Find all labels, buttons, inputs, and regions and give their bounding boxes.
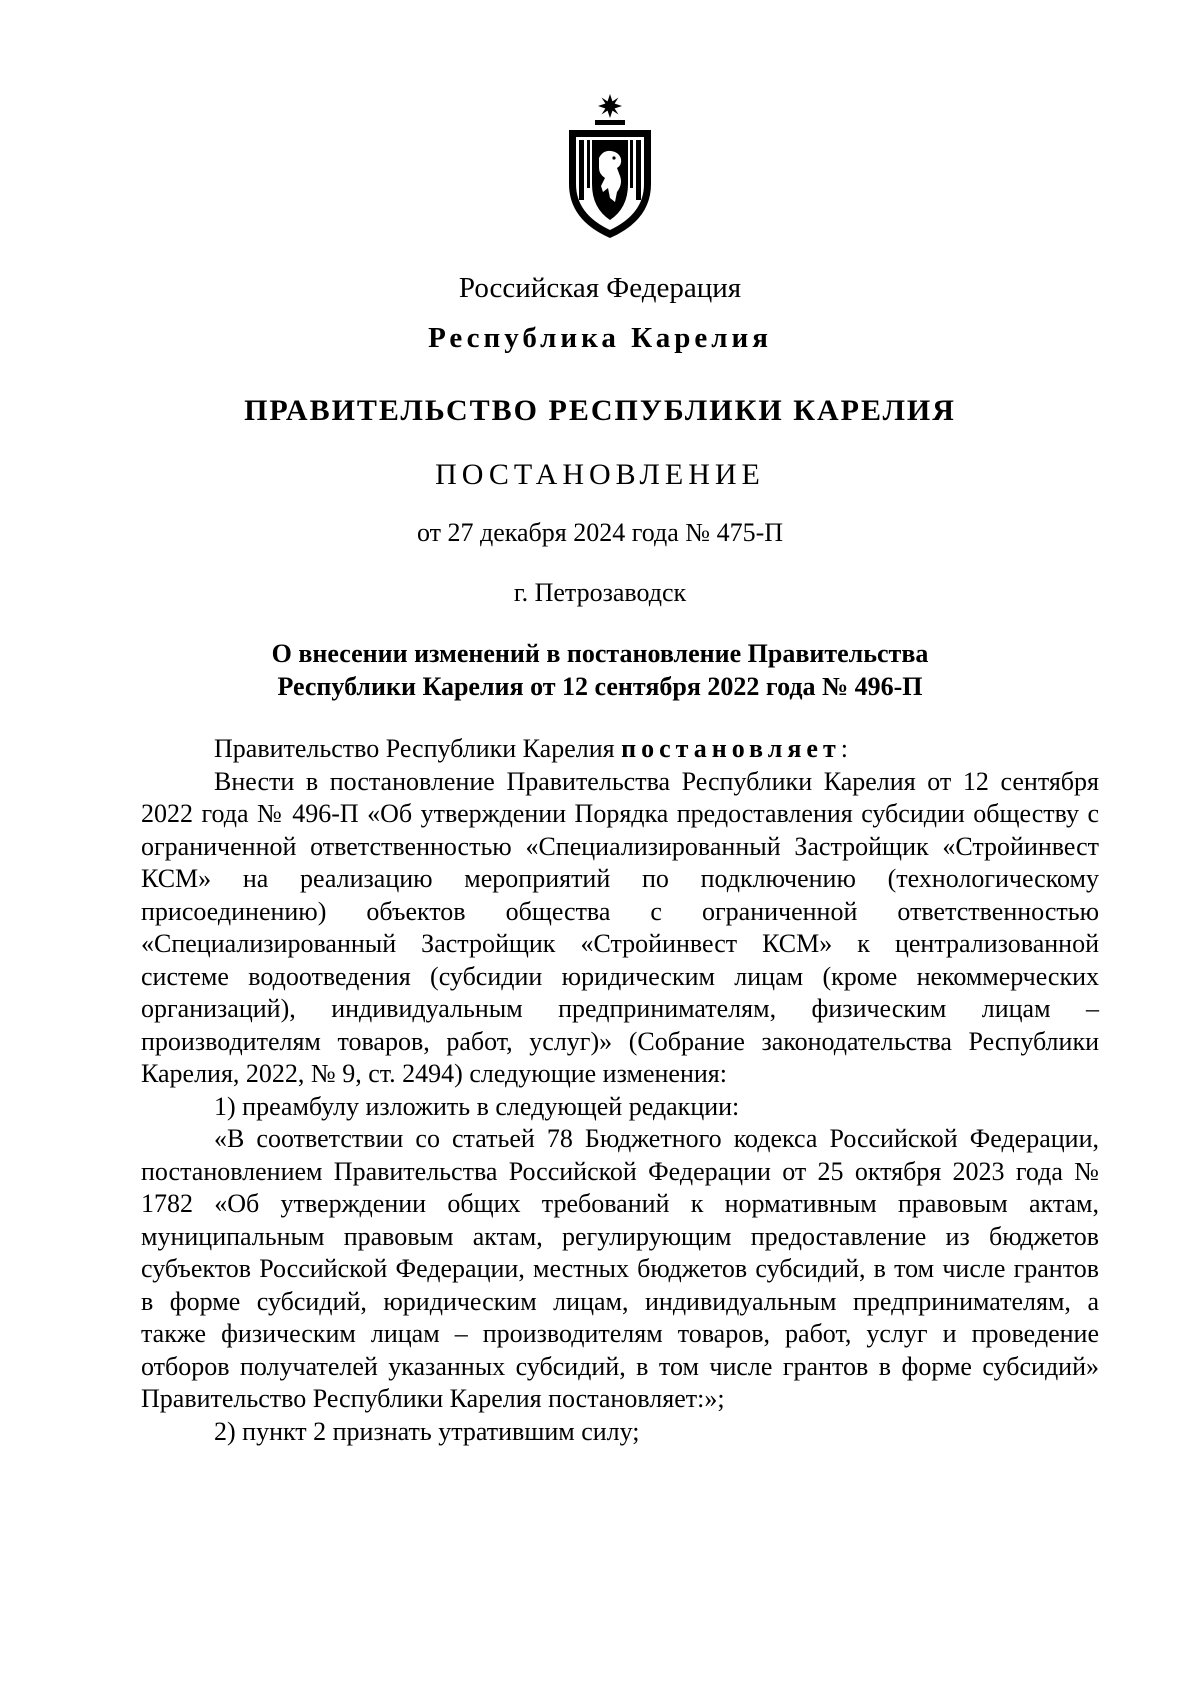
document-title-line-2: Республики Карелия от 12 сентября 2022 года № 496-П <box>277 671 923 701</box>
republic-name: Республика Карелия <box>428 322 772 354</box>
intro-keyword: постановляет <box>621 734 841 763</box>
intro-paragraph <box>141 733 1099 766</box>
paragraph-item-2: 2) пункт 2 признать утратившим силу; <box>214 1416 640 1446</box>
karelia-coat-of-arms-icon <box>559 92 661 240</box>
country-name: Российская Федерация <box>458 272 742 304</box>
document-city: г. Петрозаводск <box>513 578 687 607</box>
paragraph-item-1: 1) преамбулу изложить в следующей редакции: <box>214 1091 740 1121</box>
intro-prefix: Правительство Республики Карелия <box>214 734 622 763</box>
document-title <box>0 638 1200 703</box>
document-date-number: от 27 декабря 2024 года № 475-П <box>416 518 784 547</box>
document-body <box>141 733 1099 1448</box>
document-type: ПОСТАНОВЛЕНИЕ <box>435 458 765 491</box>
paragraph-amendment: Внести в постановление Правительства Республики Карелия от 12 сентября 2022 года № 496-П «Об утверждении Порядка предоставления субсидии обществу с ограниченной ответственностью «Специализированный Застройщик «Стройинвест КСМ» на реализацию мероприятий по подключению (технологическому присоединению) объектов общества с ограниченной ответственностью «Специализированный Застройщик «Стройинвест КСМ» к централизованной системе водоотведения (субсидии юридическим лицам (кроме некоммерческих организаций), индивидуальным предпринимателям, физическим лицам – производителям товаров, работ, услуг)» (Собрание законодательства Республики Карелия, 2022, № 9, ст. 2494) следующие изменения: <box>141 766 1099 1088</box>
government-name: ПРАВИТЕЛЬСТВО РЕСПУБЛИКИ КАРЕЛИЯ <box>244 394 956 427</box>
paragraph-preamble-text: «В соответствии со статьей 78 Бюджетного кодекса Российской Федерации, постановлением Правительства Российской Федерации от 25 октября 2023 года № 1782 «Об утверждении общих требований к нормативным правовым актам, муниципальным правовым актам, регулирующим предоставление из бюджетов субъектов Российской Федерации, местных бюджетов субсидий, в том числе грантов в форме субсидий, юридическим лицам, индивидуальным предпринимателям, а также физическим лицам – производителям товаров, работ, услуг и проведение отборов получателей указанных субсидий, в том числе грантов в форме субсидий» Правительство Республики Карелия постановляет:»; <box>141 1124 1099 1413</box>
document-title-line-1: О внесении изменений в постановление Правительства <box>271 639 929 668</box>
intro-suffix: : <box>840 734 848 763</box>
